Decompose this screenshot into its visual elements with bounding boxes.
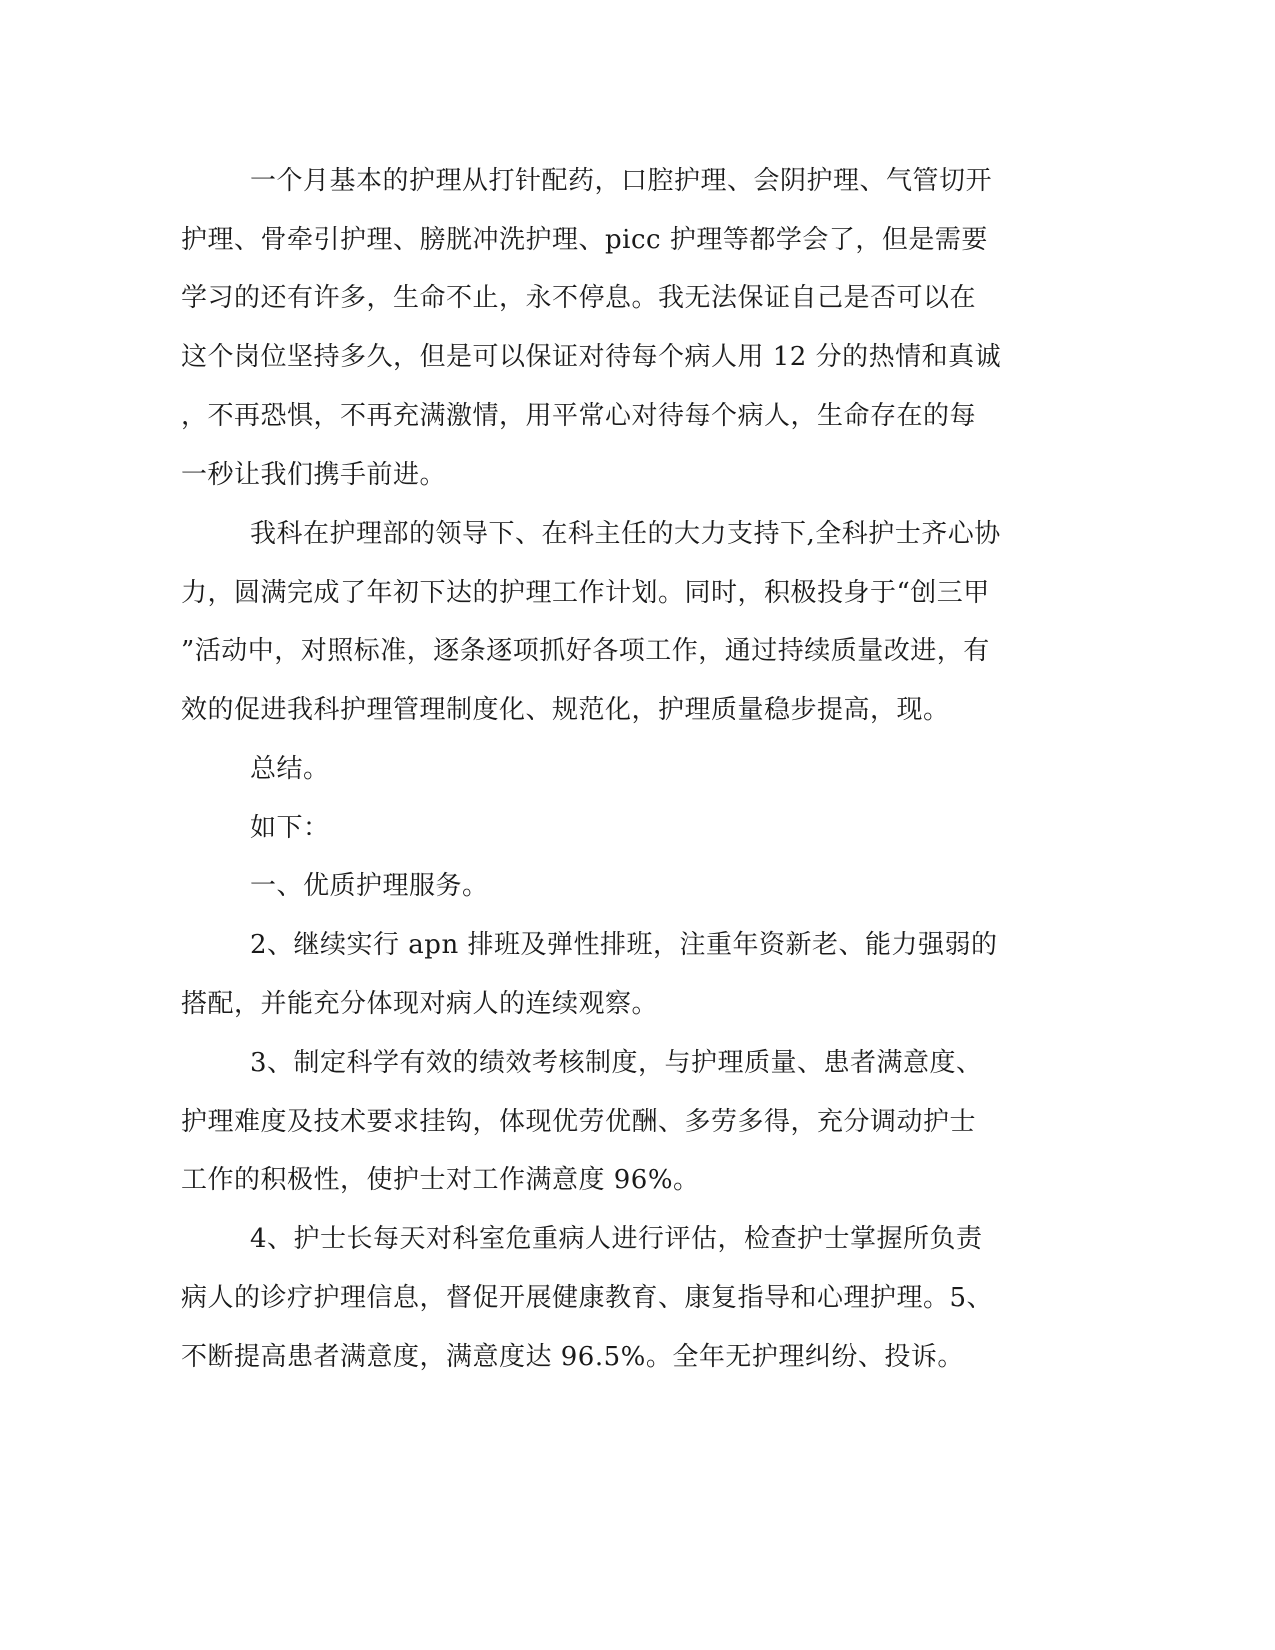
- text-line: 学习的还有许多，生命不止，永不停息。我无法保证自己是否可以在: [181, 283, 977, 313]
- text-line: 我科在护理部的领导下、在科主任的大力支持下,全科护士齐心协: [250, 519, 1001, 549]
- text-line: 一秒让我们携手前进。: [181, 460, 447, 490]
- text-line: 如下：: [250, 813, 330, 843]
- text-line: 4、护士长每天对科室危重病人进行评估，检查护士掌握所负责: [250, 1224, 983, 1254]
- text-line: 这个岗位坚持多久，但是可以保证对待每个病人用 12 分的热情和真诚: [181, 342, 1002, 372]
- text-line: 力，圆满完成了年初下达的护理工作计划。同时，积极投身于“创三甲: [181, 578, 990, 608]
- text-line: 护理、骨牵引护理、膀胱冲洗护理、picc 护理等都学会了，但是需要: [181, 225, 988, 255]
- text-line: 总结。: [250, 754, 330, 784]
- text-line: 工作的积极性，使护士对工作满意度 96%。: [181, 1165, 700, 1195]
- text-line: 效的促进我科护理管理制度化、规范化，护理质量稳步提高，现。: [181, 695, 950, 725]
- text-line: 3、制定科学有效的绩效考核制度，与护理质量、患者满意度、: [250, 1048, 983, 1078]
- text-line: 护理难度及技术要求挂钩，体现优劳优酬、多劳多得，充分调动护士: [181, 1107, 977, 1137]
- text-line: ”活动中，对照标准，逐条逐项抓好各项工作，通过持续质量改进，有: [181, 636, 990, 666]
- text-line: 一个月基本的护理从打针配药，口腔护理、会阴护理、气管切开: [250, 166, 993, 196]
- text-line: 一、优质护理服务。: [250, 871, 489, 901]
- text-line: ，不再恐惧，不再充满激情，用平常心对待每个病人，生命存在的每: [181, 401, 977, 431]
- text-line: 搭配，并能充分体现对病人的连续观察。: [181, 989, 659, 1019]
- text-line: 不断提高患者满意度，满意度达 96.5%。全年无护理纠纷、投诉。: [181, 1342, 964, 1372]
- text-line: 病人的诊疗护理信息，督促开展健康教育、康复指导和心理护理。5、: [181, 1283, 994, 1313]
- text-line: 2、继续实行 apn 排班及弹性排班，注重年资新老、能力强弱的: [250, 930, 998, 960]
